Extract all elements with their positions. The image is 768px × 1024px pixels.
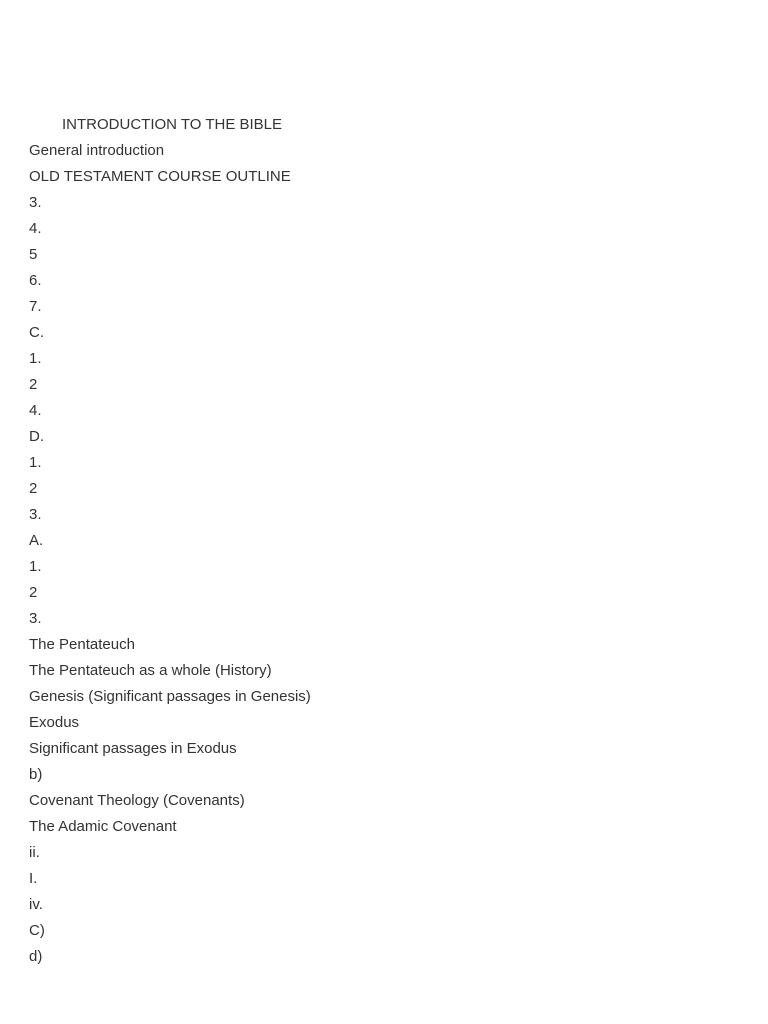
document-line: 6. <box>29 272 42 289</box>
document-line: 7. <box>29 298 42 315</box>
document-line: Significant passages in Exodus <box>29 740 237 757</box>
document-line: A. <box>29 532 44 549</box>
document-line: Covenant Theology (Covenants) <box>29 792 245 809</box>
document-line: General introduction <box>29 142 165 159</box>
document-line: 4. <box>29 220 42 237</box>
document-line: 5 <box>29 246 38 263</box>
document-line: I. <box>29 870 38 887</box>
document-line: C. <box>29 324 44 341</box>
document-line: d) <box>29 948 43 965</box>
document-line: b) <box>29 766 43 783</box>
document-line: 2 <box>29 480 38 497</box>
document-line: The Adamic Covenant <box>29 818 177 835</box>
document-line: Genesis (Significant passages in Genesis) <box>29 688 311 705</box>
document-line: The Pentateuch as a whole (History) <box>29 662 272 679</box>
document-line: 3. <box>29 610 42 627</box>
document-body <box>29 112 729 970</box>
document-line: iv. <box>29 896 43 913</box>
document-line: D. <box>29 428 44 445</box>
document-line: Exodus <box>29 714 80 731</box>
document-line: 3. <box>29 194 42 211</box>
document-line: 3. <box>29 506 42 523</box>
document-line: 4. <box>29 402 42 419</box>
document-line: C) <box>29 922 45 939</box>
document-line: 1. <box>29 454 42 471</box>
document-line: ii. <box>29 844 40 861</box>
document-title: INTRODUCTION TO THE BIBLE <box>62 116 283 133</box>
document-line: OLD TESTAMENT COURSE OUTLINE <box>29 168 291 185</box>
document-line: 1. <box>29 350 42 367</box>
document-line: 1. <box>29 558 42 575</box>
document-line: 2 <box>29 376 38 393</box>
document-line: 2 <box>29 584 38 601</box>
document-line: The Pentateuch <box>29 636 135 653</box>
